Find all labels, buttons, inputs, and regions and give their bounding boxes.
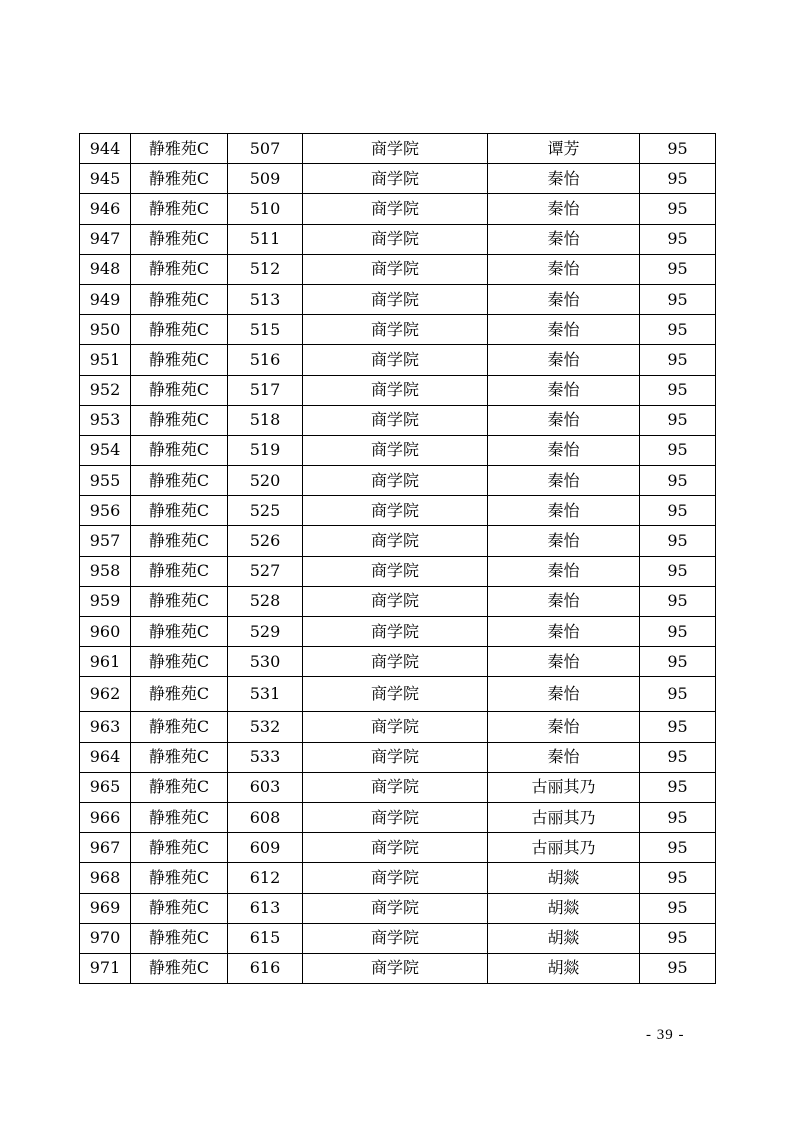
score-cell: 95 [640,224,716,254]
row-index-cell: 960 [80,617,131,647]
row-index-cell: 950 [80,315,131,345]
row-index-cell: 964 [80,742,131,772]
table-row [80,953,716,983]
table-row [80,617,716,647]
row-index-cell: 952 [80,375,131,405]
score-cell: 95 [640,194,716,224]
table-row [80,526,716,556]
room-cell: 615 [228,923,303,953]
room-cell: 531 [228,677,303,712]
score-cell: 95 [640,345,716,375]
score-cell: 95 [640,863,716,893]
row-index-cell: 944 [80,134,131,164]
row-index-cell: 969 [80,893,131,923]
score-cell: 95 [640,677,716,712]
counselor-cell: 秦怡 [488,315,640,345]
score-cell: 95 [640,953,716,983]
counselor-cell: 秦怡 [488,466,640,496]
score-cell: 95 [640,923,716,953]
college-cell: 商学院 [303,833,488,863]
score-cell: 95 [640,833,716,863]
row-index-cell: 965 [80,772,131,802]
counselor-cell: 秦怡 [488,556,640,586]
table-row [80,772,716,802]
counselor-cell: 秦怡 [488,254,640,284]
counselor-cell: 胡燚 [488,923,640,953]
building-cell: 静雅苑C [131,863,228,893]
score-cell: 95 [640,466,716,496]
building-cell: 静雅苑C [131,284,228,314]
room-cell: 517 [228,375,303,405]
row-index-cell: 956 [80,496,131,526]
room-cell: 526 [228,526,303,556]
college-cell: 商学院 [303,647,488,677]
college-cell: 商学院 [303,194,488,224]
table-row [80,254,716,284]
table-row [80,315,716,345]
building-cell: 静雅苑C [131,953,228,983]
row-index-cell: 945 [80,164,131,194]
data-table [79,133,716,984]
row-index-cell: 948 [80,254,131,284]
row-index-cell: 947 [80,224,131,254]
counselor-cell: 秦怡 [488,164,640,194]
building-cell: 静雅苑C [131,586,228,616]
score-cell: 95 [640,164,716,194]
college-cell: 商学院 [303,953,488,983]
counselor-cell: 古丽其乃 [488,802,640,832]
building-cell: 静雅苑C [131,833,228,863]
college-cell: 商学院 [303,284,488,314]
building-cell: 静雅苑C [131,164,228,194]
table-row [80,224,716,254]
building-cell: 静雅苑C [131,466,228,496]
table-row [80,345,716,375]
table-row [80,893,716,923]
college-cell: 商学院 [303,435,488,465]
score-cell: 95 [640,772,716,802]
table-row [80,863,716,893]
room-cell: 609 [228,833,303,863]
row-index-cell: 957 [80,526,131,556]
college-cell: 商学院 [303,712,488,742]
score-cell: 95 [640,647,716,677]
room-cell: 608 [228,802,303,832]
building-cell: 静雅苑C [131,617,228,647]
building-cell: 静雅苑C [131,556,228,586]
room-cell: 516 [228,345,303,375]
college-cell: 商学院 [303,556,488,586]
college-cell: 商学院 [303,742,488,772]
building-cell: 静雅苑C [131,923,228,953]
table-row [80,556,716,586]
room-cell: 603 [228,772,303,802]
score-cell: 95 [640,526,716,556]
table-body [80,134,716,984]
score-cell: 95 [640,802,716,832]
score-cell: 95 [640,617,716,647]
room-cell: 518 [228,405,303,435]
score-cell: 95 [640,496,716,526]
score-cell: 95 [640,435,716,465]
room-cell: 507 [228,134,303,164]
building-cell: 静雅苑C [131,435,228,465]
college-cell: 商学院 [303,254,488,284]
counselor-cell: 秦怡 [488,284,640,314]
room-cell: 612 [228,863,303,893]
building-cell: 静雅苑C [131,647,228,677]
college-cell: 商学院 [303,315,488,345]
college-cell: 商学院 [303,923,488,953]
table-row [80,466,716,496]
row-index-cell: 953 [80,405,131,435]
room-cell: 509 [228,164,303,194]
room-cell: 528 [228,586,303,616]
building-cell: 静雅苑C [131,712,228,742]
table-row [80,284,716,314]
college-cell: 商学院 [303,164,488,194]
college-cell: 商学院 [303,405,488,435]
room-cell: 532 [228,712,303,742]
table-row [80,712,716,742]
score-cell: 95 [640,134,716,164]
score-cell: 95 [640,254,716,284]
table-row [80,647,716,677]
building-cell: 静雅苑C [131,254,228,284]
counselor-cell: 秦怡 [488,496,640,526]
table-row [80,405,716,435]
building-cell: 静雅苑C [131,224,228,254]
row-index-cell: 949 [80,284,131,314]
counselor-cell: 秦怡 [488,677,640,712]
table-row [80,496,716,526]
building-cell: 静雅苑C [131,345,228,375]
score-cell: 95 [640,893,716,923]
counselor-cell: 秦怡 [488,194,640,224]
building-cell: 静雅苑C [131,496,228,526]
row-index-cell: 961 [80,647,131,677]
page-number: - 39 - [646,1027,685,1043]
table-row [80,134,716,164]
counselor-cell: 古丽其乃 [488,772,640,802]
room-cell: 613 [228,893,303,923]
building-cell: 静雅苑C [131,742,228,772]
college-cell: 商学院 [303,526,488,556]
room-cell: 525 [228,496,303,526]
counselor-cell: 秦怡 [488,712,640,742]
room-cell: 511 [228,224,303,254]
counselor-cell: 胡燚 [488,953,640,983]
room-cell: 533 [228,742,303,772]
room-cell: 616 [228,953,303,983]
building-cell: 静雅苑C [131,315,228,345]
college-cell: 商学院 [303,772,488,802]
counselor-cell: 秦怡 [488,375,640,405]
score-cell: 95 [640,556,716,586]
college-cell: 商学院 [303,345,488,375]
college-cell: 商学院 [303,617,488,647]
counselor-cell: 谭芳 [488,134,640,164]
row-index-cell: 966 [80,802,131,832]
table-row [80,802,716,832]
row-index-cell: 962 [80,677,131,712]
building-cell: 静雅苑C [131,134,228,164]
building-cell: 静雅苑C [131,375,228,405]
counselor-cell: 秦怡 [488,345,640,375]
row-index-cell: 954 [80,435,131,465]
counselor-cell: 秦怡 [488,405,640,435]
building-cell: 静雅苑C [131,194,228,224]
counselor-cell: 胡燚 [488,893,640,923]
college-cell: 商学院 [303,466,488,496]
college-cell: 商学院 [303,134,488,164]
college-cell: 商学院 [303,677,488,712]
score-cell: 95 [640,712,716,742]
score-cell: 95 [640,315,716,345]
college-cell: 商学院 [303,375,488,405]
counselor-cell: 秦怡 [488,224,640,254]
building-cell: 静雅苑C [131,893,228,923]
row-index-cell: 967 [80,833,131,863]
building-cell: 静雅苑C [131,772,228,802]
row-index-cell: 959 [80,586,131,616]
college-cell: 商学院 [303,224,488,254]
counselor-cell: 秦怡 [488,586,640,616]
row-index-cell: 971 [80,953,131,983]
table-row [80,586,716,616]
college-cell: 商学院 [303,863,488,893]
building-cell: 静雅苑C [131,677,228,712]
score-cell: 95 [640,284,716,314]
row-index-cell: 963 [80,712,131,742]
row-index-cell: 955 [80,466,131,496]
row-index-cell: 968 [80,863,131,893]
table-row [80,833,716,863]
building-cell: 静雅苑C [131,526,228,556]
table-row [80,435,716,465]
counselor-cell: 秦怡 [488,742,640,772]
counselor-cell: 秦怡 [488,647,640,677]
score-cell: 95 [640,375,716,405]
counselor-cell: 秦怡 [488,526,640,556]
room-cell: 529 [228,617,303,647]
room-cell: 530 [228,647,303,677]
counselor-cell: 古丽其乃 [488,833,640,863]
table-row [80,923,716,953]
room-cell: 512 [228,254,303,284]
row-index-cell: 951 [80,345,131,375]
table-row [80,742,716,772]
building-cell: 静雅苑C [131,802,228,832]
room-cell: 510 [228,194,303,224]
score-cell: 95 [640,405,716,435]
college-cell: 商学院 [303,586,488,616]
score-cell: 95 [640,742,716,772]
room-cell: 527 [228,556,303,586]
counselor-cell: 秦怡 [488,617,640,647]
table-row [80,677,716,712]
table-row [80,164,716,194]
counselor-cell: 胡燚 [488,863,640,893]
building-cell: 静雅苑C [131,405,228,435]
college-cell: 商学院 [303,496,488,526]
room-cell: 513 [228,284,303,314]
score-cell: 95 [640,586,716,616]
college-cell: 商学院 [303,802,488,832]
room-cell: 515 [228,315,303,345]
room-cell: 520 [228,466,303,496]
counselor-cell: 秦怡 [488,435,640,465]
row-index-cell: 958 [80,556,131,586]
row-index-cell: 946 [80,194,131,224]
table-row [80,194,716,224]
college-cell: 商学院 [303,893,488,923]
room-cell: 519 [228,435,303,465]
row-index-cell: 970 [80,923,131,953]
table-row [80,375,716,405]
